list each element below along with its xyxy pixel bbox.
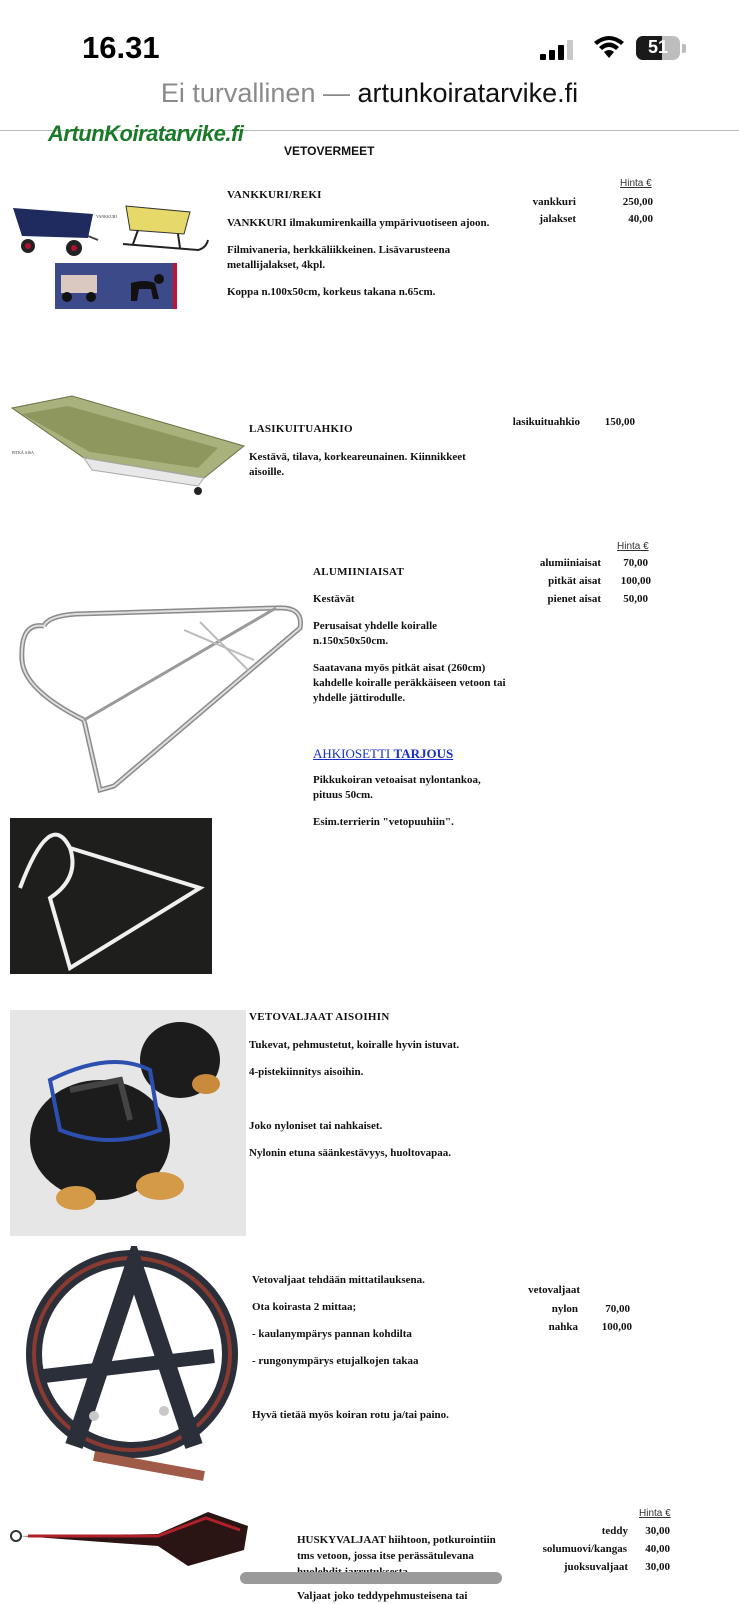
- small-shafts-photo: [10, 818, 212, 974]
- valjaat-text-2: 4-pistekiinnitys aisoihin.: [249, 1066, 364, 1078]
- price-value: 100,00: [601, 1321, 632, 1333]
- ahkio-text-2: aisoille.: [249, 466, 285, 478]
- husky-text-4: Valjaat joko teddypehmusteisena tai: [297, 1590, 468, 1602]
- status-time: 16.31: [82, 30, 160, 65]
- page-title: VETOVERMEET: [284, 144, 375, 158]
- cellular-signal-icon: [540, 40, 576, 60]
- price-header: Hinta €: [639, 1508, 671, 1519]
- price-value: 100,00: [620, 575, 651, 587]
- dog-harness-photo: [10, 1010, 246, 1236]
- price-label: jalakset: [539, 213, 576, 225]
- valjaat-text-4: Nylonin etuna säänkestävyys, huoltovapaa.: [249, 1147, 452, 1159]
- price-value: 30,00: [645, 1561, 670, 1573]
- mitta-text-1: Vetovaljaat tehdään mittatilauksena.: [252, 1274, 425, 1286]
- offer-link-text[interactable]: AHKIOSETTI: [313, 746, 394, 761]
- wifi-icon: [594, 36, 624, 60]
- site-logo[interactable]: ArtunKoiratarvike.fi: [48, 121, 244, 146]
- leather-harness-photo: [14, 1246, 244, 1486]
- price-label: nahka: [548, 1321, 578, 1333]
- price-label: solumuovi/kangas: [542, 1543, 627, 1555]
- aisat-text-7: Pikkukoiran vetoaisat nylontankoa,: [313, 774, 481, 786]
- husky-text-2: tms vetoon, jossa itse perässätulevana: [297, 1550, 474, 1562]
- aisat-text-4: Saatavana myös pitkät aisat (260cm): [313, 662, 486, 674]
- aisat-text-6: yhdelle jättirodulle.: [313, 692, 406, 704]
- price-header: Hinta €: [620, 178, 652, 189]
- husky-harness-image: [8, 1506, 252, 1570]
- price-value: 40,00: [628, 213, 653, 225]
- valjaat-text-1: Tukevat, pehmustetut, koiralle hyvin istuvat.: [249, 1039, 460, 1051]
- offer-link-bold[interactable]: TARJOUS: [393, 746, 454, 761]
- cart-sled-image: [8, 200, 214, 264]
- price-value: 40,00: [645, 1543, 670, 1555]
- vankkuri-text-2: Filmivaneria, herkkäliikkeinen. Lisävarusteena: [227, 244, 451, 256]
- url-domain: artunkoiratarvike.fi: [357, 78, 579, 108]
- fiberglass-sled-image: [8, 394, 248, 498]
- price-value: 30,00: [645, 1525, 670, 1537]
- price-value: 70,00: [605, 1303, 630, 1315]
- svg-text:VANKKURI: VANKKURI: [96, 214, 117, 219]
- price-subheader: vetovaljaat: [528, 1284, 580, 1296]
- address-bar[interactable]: [0, 78, 739, 109]
- price-value: 70,00: [623, 557, 648, 569]
- husky-text-1: HUSKYVALJAAT hiihtoon, potkurointiin: [297, 1534, 496, 1546]
- insecure-label: Ei turvallinen —: [160, 78, 350, 108]
- price-value: 250,00: [622, 196, 653, 208]
- vankkuri-text-4: Koppa n.100x50cm, korkeus takana n.65cm.: [227, 286, 436, 298]
- aisat-text-5: kahdelle koiralle peräkkäiseen vetoon tai: [313, 677, 506, 689]
- aisat-text-2: Perusaisat yhdelle koiralle: [313, 620, 438, 632]
- price-label: teddy: [601, 1525, 628, 1537]
- vankkuri-title: VANKKURI/REKI: [227, 189, 322, 201]
- aluminium-shafts-image: [14, 600, 306, 800]
- battery-level: 51: [647, 37, 669, 57]
- mitta-text-3: - kaulanympärys pannan kohdilta: [252, 1328, 412, 1340]
- price-value: 50,00: [623, 593, 648, 605]
- price-label: alumiiniaisat: [539, 557, 601, 569]
- battery-icon: [636, 36, 688, 62]
- aisat-title: ALUMIINIAISAT: [313, 566, 405, 578]
- ahkio-text-1: Kestävä, tilava, korkeareunainen. Kiinnikkeet: [249, 451, 466, 463]
- mitta-text-2: Ota koirasta 2 mittaa;: [252, 1301, 357, 1313]
- aisat-text-8: pituus 50cm.: [313, 789, 373, 801]
- aisat-text-1: Kestävät: [313, 593, 355, 605]
- price-label: nylon: [551, 1303, 578, 1315]
- ahkio-title: LASIKUITUAHKIO: [249, 423, 353, 435]
- price-value: 150,00: [604, 416, 635, 428]
- price-label: vankkuri: [532, 196, 576, 208]
- scroll-indicator[interactable]: [240, 1572, 502, 1584]
- vankkuri-text-1: VANKKURI ilmakumirenkailla ympärivuotiseen ajoon.: [227, 217, 490, 229]
- price-header: Hinta €: [617, 541, 649, 552]
- valjaat-title: VETOVALJAAT AISOIHIN: [249, 1011, 390, 1023]
- vankkuri-text-3: metallijalakset, 4kpl.: [227, 259, 326, 271]
- price-label: juoksuvaljaat: [563, 1561, 628, 1573]
- mitta-text-5: Hyvä tietää myös koiran rotu ja/tai paino.: [252, 1409, 449, 1421]
- valjaat-text-3: Joko nyloniset tai nahkaiset.: [249, 1120, 383, 1132]
- price-label: pitkät aisat: [548, 575, 601, 587]
- price-label: pienet aisat: [547, 593, 601, 605]
- dog-cart-photo: [55, 263, 177, 309]
- aisat-text-9: Esim.terrierin "vetopuuhiin".: [313, 816, 454, 828]
- aisat-text-3: n.150x50x50cm.: [313, 635, 389, 647]
- svg-text:PITKÄ AISA: PITKÄ AISA: [12, 450, 34, 455]
- price-label: lasikuituahkio: [512, 416, 580, 428]
- ahkiosetti-offer-link[interactable]: [313, 745, 453, 763]
- mitta-text-4: - rungonympärys etujalkojen takaa: [252, 1355, 419, 1367]
